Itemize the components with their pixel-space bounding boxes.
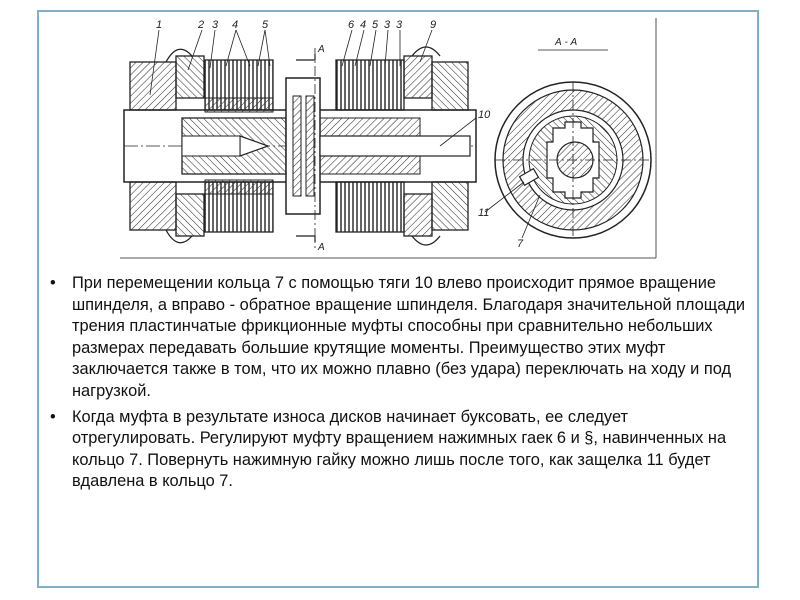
section-tag-top: A bbox=[318, 44, 325, 55]
callout-6: 6 bbox=[348, 19, 355, 31]
callout-2: 2 bbox=[198, 19, 205, 31]
section-tag-bottom: A bbox=[318, 242, 325, 253]
callout-3-right-a: 3 bbox=[384, 19, 391, 31]
callout-9: 9 bbox=[430, 19, 437, 31]
callout-5: 5 bbox=[262, 19, 269, 31]
clutch-drawing bbox=[0, 0, 800, 270]
callout-10: 10 bbox=[478, 109, 491, 121]
callout-4-right: 4 bbox=[360, 19, 367, 31]
callout-11: 11 bbox=[478, 207, 490, 219]
callout-7: 7 bbox=[517, 238, 524, 250]
bullet-text: Когда муфта в результате износа дисков начинает буксовать, ее следует отрегулировать. Регулируют муфту вращением нажимных гаек 6 и §, навинченных на кольцо 7. Повернуть нажимную гайку можно лишь после того, как защелка 11 будет вдавлена в кольцо 7. bbox=[72, 407, 727, 491]
section-title: А - А bbox=[555, 37, 578, 48]
cross-section-a-a bbox=[485, 50, 651, 238]
bullet-list bbox=[50, 273, 750, 497]
bullet-marker: • bbox=[50, 407, 56, 426]
callout-1: 1 bbox=[156, 19, 163, 31]
bullet-marker: • bbox=[50, 274, 56, 292]
bullet-item bbox=[50, 407, 750, 493]
longitudinal-section bbox=[124, 30, 476, 248]
bullet-text: При перемещении кольца 7 с помощью тяги 10 влево происходит прямое вращение шпинделя, а вправо - обратное вращение шпинделя. Благодаря значительной площади трения пластинчатые фрикционные муфты способны при сравнительно небольших размерах передавать большие крутящие моменты. Преимущество этих муфт заключается также в том, что их можно плавно (без удара) переключать на ходу и под нагрузкой. bbox=[72, 274, 746, 400]
callout-5-right: 5 bbox=[372, 19, 379, 31]
callout-3: 3 bbox=[212, 19, 219, 31]
callout-3-right-b: 3 bbox=[396, 19, 403, 31]
bullet-item bbox=[50, 273, 750, 403]
callout-4: 4 bbox=[232, 19, 239, 31]
